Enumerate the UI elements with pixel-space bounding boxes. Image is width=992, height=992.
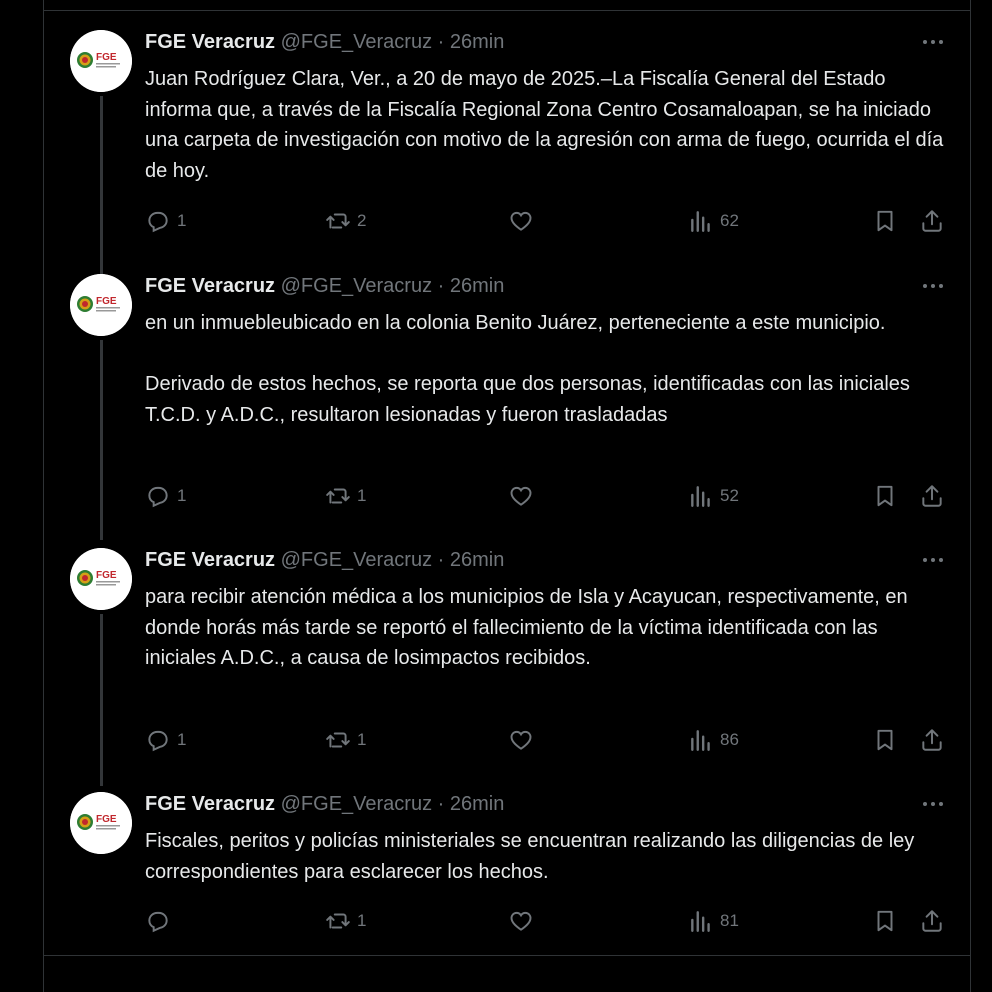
repost-button[interactable] [325, 727, 366, 753]
bookmark-icon [872, 208, 898, 234]
repost-count: 2 [357, 211, 367, 230]
heart-icon [508, 727, 534, 753]
repost-icon [325, 208, 351, 234]
share-button[interactable] [919, 483, 945, 509]
share-button[interactable] [919, 727, 945, 753]
repost-count: 1 [357, 730, 367, 749]
repost-count: 1 [357, 911, 367, 930]
more-icon[interactable] [920, 30, 946, 54]
avatar[interactable] [70, 274, 132, 336]
separator: · [437, 275, 445, 297]
reply-count: 1 [177, 486, 187, 505]
repost-icon [325, 727, 351, 753]
heart-icon [508, 208, 534, 234]
bookmark-icon [872, 483, 898, 509]
reply-count: 1 [177, 730, 187, 749]
display-name[interactable]: FGE Veracruz [145, 275, 276, 297]
heart-icon [508, 908, 534, 934]
views-button[interactable] [688, 208, 739, 234]
svg-text:FGE: FGE [96, 570, 117, 581]
share-icon [919, 483, 945, 509]
thread-line [100, 340, 103, 540]
views-icon [688, 727, 714, 753]
tweet-header [145, 792, 504, 816]
views-count: 62 [720, 211, 739, 230]
timestamp[interactable]: 26min [449, 31, 505, 53]
bookmark-icon [872, 908, 898, 934]
fge-logo-icon [70, 792, 132, 854]
tweet-actions [145, 483, 945, 509]
like-button[interactable] [508, 727, 540, 753]
tweet-header [145, 30, 504, 54]
tweet-text: en un inmuebleubicado en la colonia Benito Juárez, perteneciente a este municipio. Derivado de estos hechos, se reporta que dos personas, identificadas con las iniciales T.C.D. y A.D.C., resultaron lesionadas y fueron trasladadas [145, 312, 910, 426]
repost-button[interactable] [325, 208, 366, 234]
repost-icon [325, 908, 351, 934]
reply-icon [145, 208, 171, 234]
share-icon [919, 208, 945, 234]
like-button[interactable] [508, 908, 540, 934]
bookmark-button[interactable] [872, 483, 898, 509]
svg-text:FGE: FGE [96, 814, 117, 825]
bookmark-icon [872, 727, 898, 753]
reply-button[interactable] [145, 908, 177, 934]
display-name[interactable]: FGE Veracruz [145, 31, 276, 53]
more-icon[interactable] [920, 792, 946, 816]
separator: · [437, 549, 445, 571]
views-count: 86 [720, 730, 739, 749]
reply-icon [145, 483, 171, 509]
timeline-column [43, 0, 971, 992]
reply-icon [145, 727, 171, 753]
svg-text:FGE: FGE [96, 296, 117, 307]
svg-text:FGE: FGE [96, 52, 117, 63]
views-button[interactable] [688, 727, 739, 753]
timestamp[interactable]: 26min [449, 549, 505, 571]
tweet-actions [145, 727, 945, 753]
heart-icon [508, 483, 534, 509]
handle[interactable]: @FGE_Veracruz [280, 275, 433, 297]
views-icon [688, 208, 714, 234]
tweet-actions [145, 908, 945, 934]
repost-button[interactable] [325, 908, 366, 934]
views-button[interactable] [688, 908, 739, 934]
reply-button[interactable] [145, 727, 186, 753]
avatar[interactable] [70, 30, 132, 92]
reply-count: 1 [177, 211, 187, 230]
separator: · [437, 31, 445, 53]
views-count: 81 [720, 911, 739, 930]
thread-line [100, 96, 103, 286]
repost-button[interactable] [325, 483, 366, 509]
bookmark-button[interactable] [872, 208, 898, 234]
more-icon[interactable] [920, 548, 946, 572]
tweet-text: Fiscales, peritos y policías ministeriales se encuentran realizando las diligencias de ley correspondientes para esclarecer los hechos. [145, 830, 915, 883]
timestamp[interactable]: 26min [449, 793, 505, 815]
share-icon [919, 908, 945, 934]
tweet-text: para recibir atención médica a los municipios de Isla y Acayucan, respectivamente, en donde horás más tarde se reportó el fallecimiento de la víctima identificada con las iniciales A.D.C., a causa de losimpactos recibidos. [145, 586, 908, 669]
handle[interactable]: @FGE_Veracruz [280, 793, 433, 815]
handle[interactable]: @FGE_Veracruz [280, 31, 433, 53]
avatar[interactable] [70, 548, 132, 610]
views-button[interactable] [688, 483, 739, 509]
like-button[interactable] [508, 208, 540, 234]
reply-icon [145, 908, 171, 934]
handle[interactable]: @FGE_Veracruz [280, 549, 433, 571]
views-icon [688, 908, 714, 934]
share-button[interactable] [919, 908, 945, 934]
repost-count: 1 [357, 486, 367, 505]
divider [44, 955, 970, 956]
fge-logo-icon [70, 30, 132, 92]
tweet-actions [145, 208, 945, 234]
display-name[interactable]: FGE Veracruz [145, 793, 276, 815]
tweet-header [145, 548, 504, 572]
fge-logo-icon [70, 548, 132, 610]
bookmark-button[interactable] [872, 727, 898, 753]
fge-logo-icon [70, 274, 132, 336]
thread-line [100, 614, 103, 786]
share-icon [919, 727, 945, 753]
repost-icon [325, 483, 351, 509]
display-name[interactable]: FGE Veracruz [145, 549, 276, 571]
tweet-text: Juan Rodríguez Clara, Ver., a 20 de mayo de 2025.–La Fiscalía General del Estado informa que, a través de la Fiscalía Regional Zona Centro Cosamaloapan, se ha iniciado una carpeta de investigación con motivo de la agresión con arma de fuego, ocurrida el día de hoy. [145, 68, 944, 182]
tweet-header [145, 274, 504, 298]
more-icon[interactable] [920, 274, 946, 298]
timestamp[interactable]: 26min [449, 275, 505, 297]
divider [44, 10, 970, 11]
reply-button[interactable] [145, 208, 186, 234]
views-count: 52 [720, 486, 739, 505]
avatar[interactable] [70, 792, 132, 854]
bookmark-button[interactable] [872, 908, 898, 934]
separator: · [437, 793, 445, 815]
like-button[interactable] [508, 483, 540, 509]
reply-button[interactable] [145, 483, 186, 509]
views-icon [688, 483, 714, 509]
share-button[interactable] [919, 208, 945, 234]
